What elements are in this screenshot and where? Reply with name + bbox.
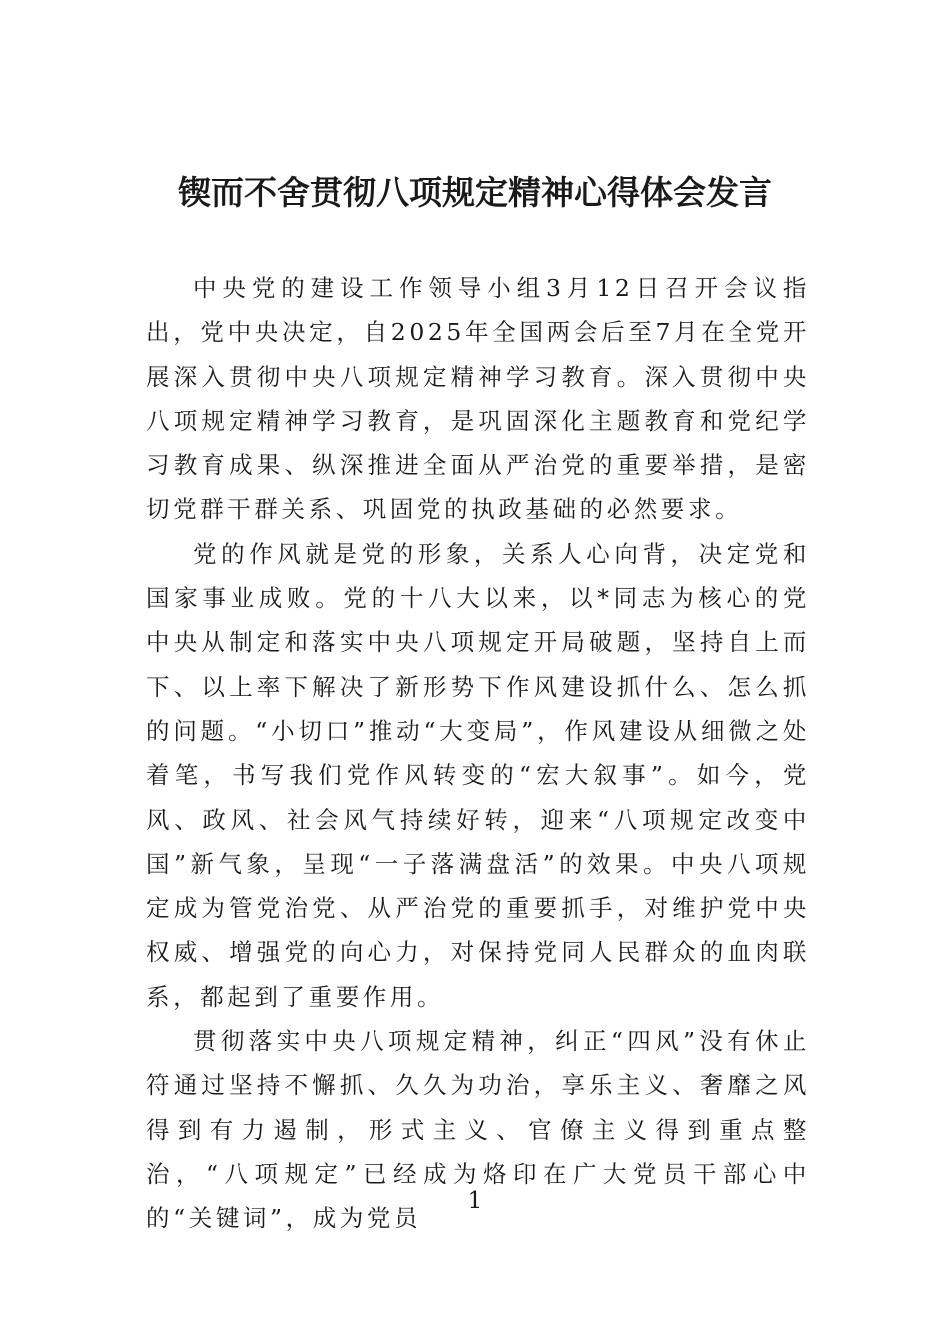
paragraph-3: 贯彻落实中央八项规定精神，纠正“四风”没有休止符通过坚持不懈抓、久久为功治，享乐主义、奢靡之风得到有力遏制，形式主义、官僚主义得到重点整治，“八项规定”已经成为烙印在广大党员干部心中的“关键词”，成为党员 bbox=[146, 1027, 810, 1233]
paragraph-1: 中央党的建设工作领导小组3月12日召开会议指出，党中央决定，自2025年全国两会后至7月在全党开展深入贯彻中央八项规定精神学习教育。深入贯彻中央八项规定精神学习教育，是巩固深化主题教育和党纪学习教育成果、纵深推进全面从严治党的重要举措，是密切党群干群关系、巩固党的执政基础的必然要求。 bbox=[146, 274, 810, 524]
document-title: 锲而不舍贯彻八项规定精神心得体会发言 bbox=[178, 173, 772, 212]
paragraph-2: 党的作风就是党的形象，关系人心向背，决定党和国家事业成败。党的十八大以来，以*同志为核心的党中央从制定和落实中央八项规定开局破题，坚持自上而下、以上率下解决了新形势下作风建设抓什么、怎么抓的问题。“小切口”推动“大变局”，作风建设从细微之处着笔，书写我们党作风转变的“宏大叙事”。如今，党风、政风、社会风气持续好转，迎来“八项规定改变中国”新气象，呈现“一子落满盘活”的效果。中央八项规定成为管党治党、从严治党的重要抓手，对维护党中央权威、增强党的向心力，对保持党同人民群众的血肉联系，都起到了重要作用。 bbox=[146, 539, 810, 1011]
document-body bbox=[146, 266, 810, 1241]
page-number: 1 bbox=[467, 1188, 483, 1214]
